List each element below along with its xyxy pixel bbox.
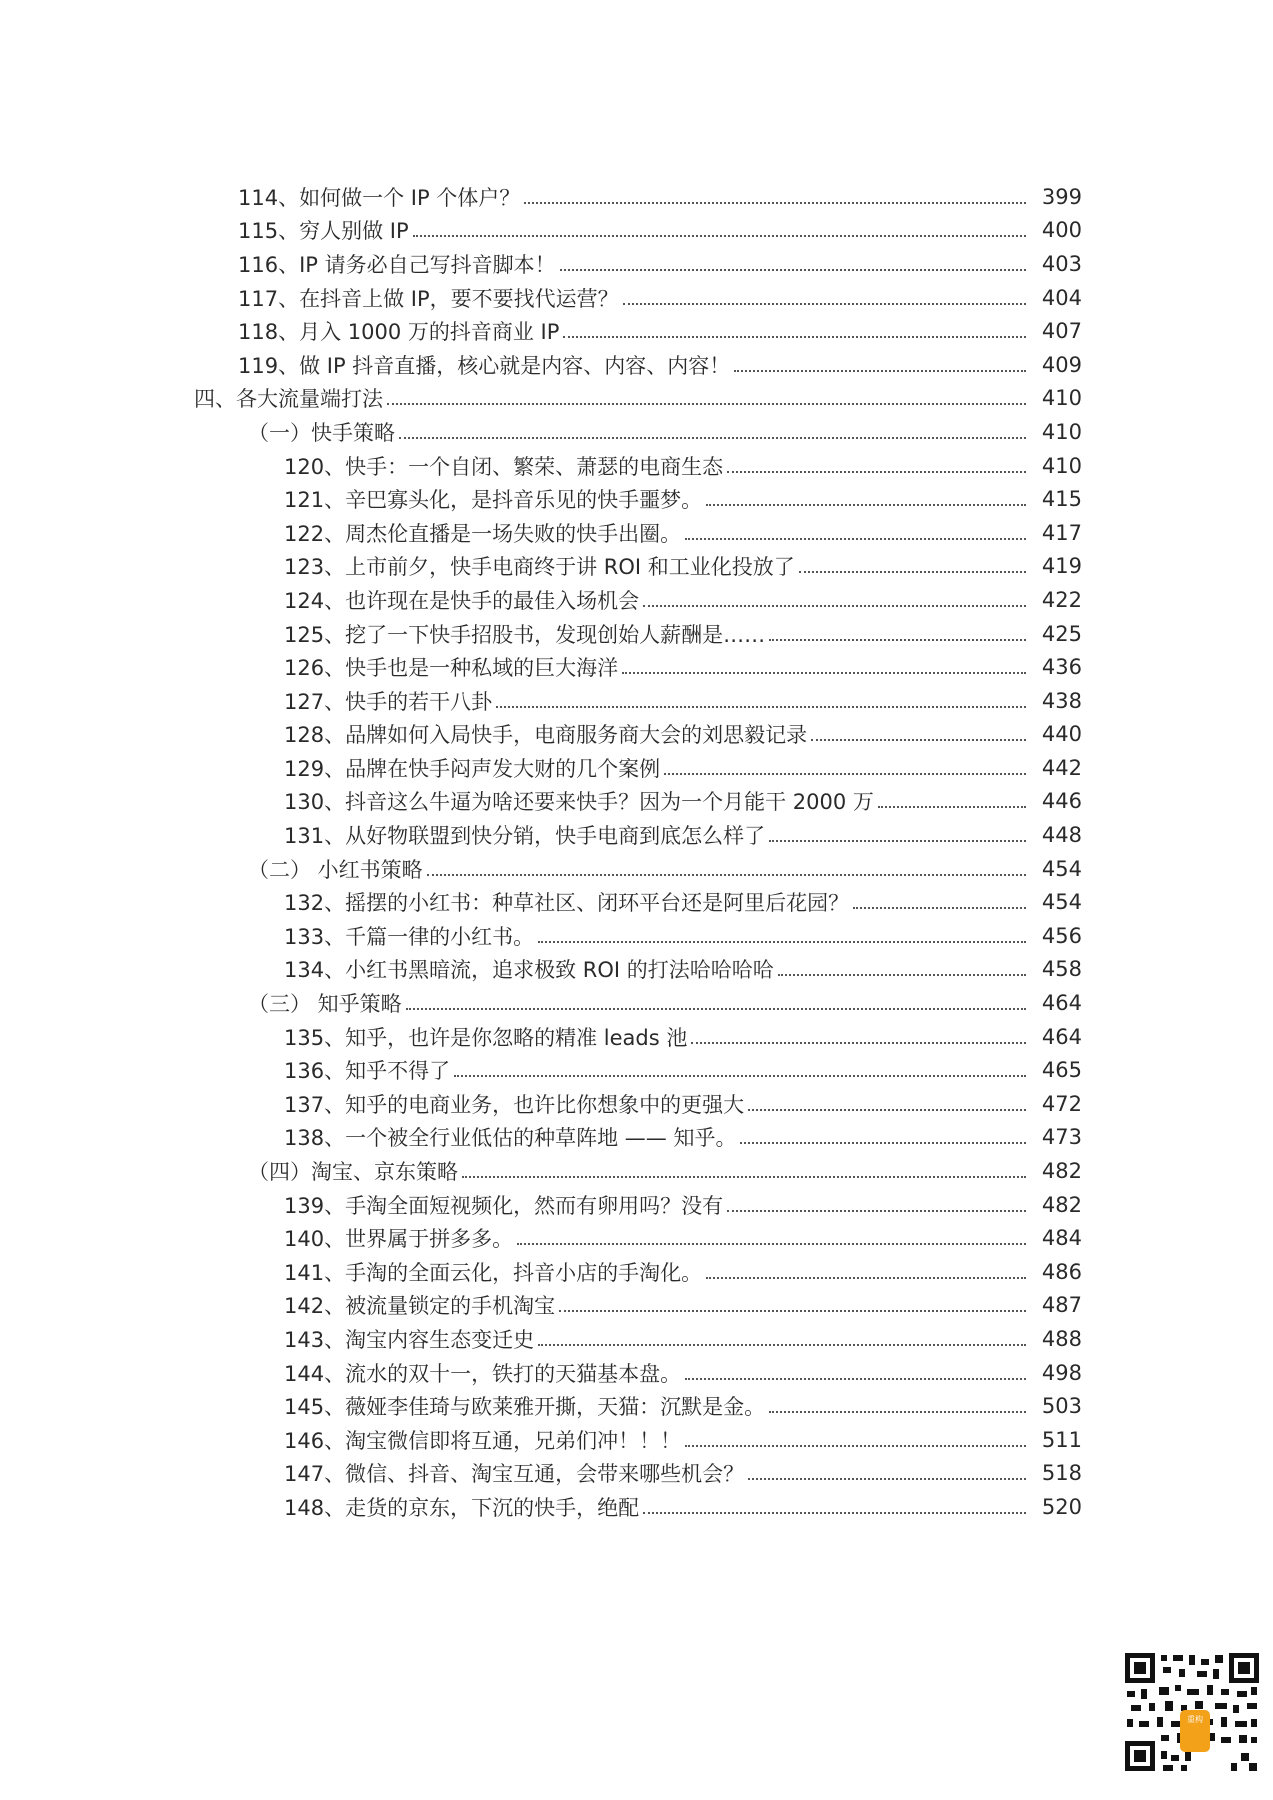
toc-entry[interactable] bbox=[0, 818, 1273, 852]
toc-entry-number: 140、 bbox=[284, 1227, 346, 1252]
dot-leader bbox=[563, 336, 1026, 338]
dot-leader bbox=[691, 1042, 1026, 1044]
toc-entry-number: 118、 bbox=[238, 320, 300, 345]
toc-entry-number: 121、 bbox=[284, 488, 346, 513]
toc-entry-title: 淘宝微信即将互通，兄弟们冲！！！ bbox=[345, 1428, 682, 1453]
toc-entry-number: 145、 bbox=[284, 1395, 346, 1420]
toc-entry-number: 134、 bbox=[284, 958, 346, 983]
dot-leader bbox=[748, 1109, 1026, 1111]
toc-entry[interactable] bbox=[0, 684, 1273, 718]
dot-leader bbox=[769, 639, 1026, 641]
toc-entry-title: 快手：一个自闭、繁荣、萧瑟的电商生态 bbox=[345, 454, 724, 479]
toc-entry-page: 409 bbox=[1041, 352, 1082, 377]
dot-leader bbox=[727, 1210, 1026, 1212]
toc-entry[interactable] bbox=[0, 516, 1273, 550]
dot-leader bbox=[462, 1176, 1026, 1178]
dot-leader bbox=[399, 437, 1026, 439]
toc-entry-number: 127、 bbox=[284, 689, 346, 714]
toc-entry-page: 486 bbox=[1041, 1259, 1082, 1284]
toc-entry-page: 448 bbox=[1041, 823, 1082, 848]
toc-entry-title: 知乎的电商业务，也许比你想象中的更强大 bbox=[345, 1092, 745, 1117]
toc-section[interactable] bbox=[0, 986, 1273, 1020]
table-of-contents bbox=[0, 180, 1273, 1524]
toc-entry-number: 133、 bbox=[284, 924, 346, 949]
toc-entry-title: 知乎，也许是你忽略的精准 leads 池 bbox=[345, 1025, 688, 1050]
toc-entry-page: 487 bbox=[1041, 1293, 1082, 1318]
toc-entry-number: 131、 bbox=[284, 824, 346, 849]
toc-entry[interactable] bbox=[0, 1389, 1273, 1423]
dot-leader bbox=[406, 1008, 1026, 1010]
toc-entry-title: 品牌在快手闷声发大财的几个案例 bbox=[345, 756, 661, 781]
toc-entry-number: 122、 bbox=[284, 521, 346, 546]
toc-entry-title: 如何做一个 IP 个体户？ bbox=[299, 185, 521, 210]
toc-section[interactable] bbox=[0, 415, 1273, 449]
toc-entry-number: 114、 bbox=[238, 185, 300, 210]
toc-entry-page: 446 bbox=[1041, 789, 1082, 814]
toc-entry-page: 498 bbox=[1041, 1360, 1082, 1385]
toc-entry-number: 142、 bbox=[284, 1294, 346, 1319]
toc-entry-title: 被流量锁定的手机淘宝 bbox=[345, 1294, 556, 1319]
dot-leader bbox=[799, 571, 1026, 573]
toc-entry[interactable] bbox=[0, 1490, 1273, 1524]
toc-entry[interactable] bbox=[0, 718, 1273, 752]
toc-entry-number: 四、 bbox=[194, 387, 236, 412]
dot-leader bbox=[427, 874, 1026, 876]
toc-entry-page: 425 bbox=[1041, 621, 1082, 646]
toc-entry-title: 各大流量端打法 bbox=[236, 387, 383, 412]
toc-entry-number: 117、 bbox=[238, 286, 300, 311]
toc-entry-number: （一） bbox=[248, 420, 311, 445]
toc-entry-page: 407 bbox=[1041, 319, 1082, 344]
toc-entry-number: 126、 bbox=[284, 656, 346, 681]
toc-entry-page: 440 bbox=[1041, 722, 1082, 747]
dot-leader bbox=[740, 1142, 1026, 1144]
toc-entry[interactable] bbox=[0, 1255, 1273, 1289]
qr-badge: 重构 bbox=[1180, 1710, 1210, 1752]
toc-entry-page: 464 bbox=[1041, 1024, 1082, 1049]
toc-entry[interactable] bbox=[0, 1020, 1273, 1054]
toc-section[interactable] bbox=[0, 1154, 1273, 1188]
dot-leader bbox=[685, 1445, 1026, 1447]
toc-entry[interactable] bbox=[0, 953, 1273, 987]
toc-entry-title: 从好物联盟到快分销，快手电商到底怎么样了 bbox=[345, 824, 766, 849]
toc-entry-title: 上市前夕，快手电商终于讲 ROI 和工业化投放了 bbox=[345, 555, 795, 580]
dot-leader bbox=[524, 202, 1026, 204]
toc-entry[interactable] bbox=[0, 314, 1273, 348]
toc-entry-page: 464 bbox=[1041, 991, 1082, 1016]
toc-entry-title: 快手策略 bbox=[311, 420, 395, 445]
toc-entry-page: 458 bbox=[1041, 957, 1082, 982]
toc-entry-title: 快手的若干八卦 bbox=[345, 689, 493, 714]
toc-entry[interactable] bbox=[0, 482, 1273, 516]
toc-entry[interactable] bbox=[0, 1356, 1273, 1390]
toc-entry[interactable] bbox=[0, 885, 1273, 919]
toc-entry-title: 周杰伦直播是一场失败的快手出圈。 bbox=[345, 521, 682, 546]
toc-entry-number: 144、 bbox=[284, 1361, 346, 1386]
toc-entry-number: 119、 bbox=[238, 353, 300, 378]
toc-entry-number: 136、 bbox=[284, 1059, 346, 1084]
toc-entry-title: 小红书黑暗流，追求极致 ROI 的打法哈哈哈哈 bbox=[345, 958, 774, 983]
dot-leader bbox=[623, 303, 1026, 305]
toc-entry-title: 小红书策略 bbox=[311, 857, 423, 882]
toc-entry[interactable] bbox=[0, 214, 1273, 248]
toc-entry-title: 也许现在是快手的最佳入场机会 bbox=[345, 588, 640, 613]
toc-entry-number: 143、 bbox=[284, 1327, 346, 1352]
toc-entry-page: 404 bbox=[1041, 285, 1082, 310]
dot-leader bbox=[685, 538, 1026, 540]
dot-leader bbox=[538, 1344, 1026, 1346]
toc-entry[interactable] bbox=[0, 1053, 1273, 1087]
dot-leader bbox=[769, 1411, 1026, 1413]
toc-entry-page: 472 bbox=[1041, 1091, 1082, 1116]
toc-entry-number: 115、 bbox=[238, 219, 300, 244]
toc-entry-page: 484 bbox=[1041, 1226, 1082, 1251]
dot-leader bbox=[706, 1277, 1026, 1279]
toc-entry-page: 511 bbox=[1041, 1427, 1082, 1452]
toc-entry-title: 世界属于拼多多。 bbox=[345, 1227, 514, 1252]
dot-leader bbox=[664, 773, 1026, 775]
toc-entry[interactable] bbox=[0, 180, 1273, 214]
toc-entry-number: （二） bbox=[248, 857, 311, 882]
toc-entry[interactable] bbox=[0, 617, 1273, 651]
toc-entry[interactable] bbox=[0, 1188, 1273, 1222]
toc-entry-title: 做 IP 抖音直播，核心就是内容、内容、内容！ bbox=[299, 353, 731, 378]
toc-entry[interactable] bbox=[0, 785, 1273, 819]
toc-entry-number: 130、 bbox=[284, 790, 346, 815]
dot-leader bbox=[685, 1378, 1026, 1380]
toc-entry-number: （四） bbox=[248, 1160, 311, 1185]
toc-entry-page: 442 bbox=[1041, 755, 1082, 780]
toc-entry-page: 473 bbox=[1041, 1125, 1082, 1150]
toc-entry-title: 薇娅李佳琦与欧莱雅开撕，天猫：沉默是金。 bbox=[345, 1395, 766, 1420]
dot-leader bbox=[853, 907, 1026, 909]
toc-entry-number: 132、 bbox=[284, 891, 346, 916]
toc-entry[interactable] bbox=[0, 550, 1273, 584]
toc-entry-title: 流水的双十一，铁打的天猫基本盘。 bbox=[345, 1361, 682, 1386]
toc-section[interactable] bbox=[0, 852, 1273, 886]
toc-entry[interactable] bbox=[0, 449, 1273, 483]
toc-entry[interactable] bbox=[0, 1457, 1273, 1491]
dot-leader bbox=[538, 941, 1026, 943]
toc-entry-page: 438 bbox=[1041, 688, 1082, 713]
toc-entry-title: 穷人别做 IP bbox=[299, 219, 409, 244]
toc-entry[interactable] bbox=[0, 1087, 1273, 1121]
dot-leader bbox=[643, 1512, 1026, 1514]
toc-entry-title: 抖音这么牛逼为啥还要来快手？因为一个月能干 2000 万 bbox=[345, 790, 874, 815]
toc-entry-title: 在抖音上做 IP，要不要找代运营？ bbox=[299, 286, 619, 311]
dot-leader bbox=[769, 840, 1026, 842]
toc-entry-number: 135、 bbox=[284, 1025, 346, 1050]
toc-entry-title: 摇摆的小红书：种草社区、闭环平台还是阿里后花园？ bbox=[345, 891, 850, 916]
dot-leader bbox=[496, 706, 1026, 708]
toc-entry-number: 116、 bbox=[238, 252, 300, 277]
dot-leader bbox=[778, 974, 1026, 976]
toc-entry[interactable] bbox=[0, 1221, 1273, 1255]
toc-entry-number: 125、 bbox=[284, 622, 346, 647]
dot-leader bbox=[734, 370, 1026, 372]
toc-entry-page: 488 bbox=[1041, 1326, 1082, 1351]
toc-entry-page: 419 bbox=[1041, 554, 1082, 579]
dot-leader bbox=[413, 235, 1026, 237]
toc-entry-number: 137、 bbox=[284, 1092, 346, 1117]
toc-entry-title: 走货的京东，下沉的快手，绝配 bbox=[345, 1495, 640, 1520]
dot-leader bbox=[748, 1478, 1026, 1480]
toc-entry[interactable] bbox=[0, 1322, 1273, 1356]
dot-leader bbox=[454, 1075, 1026, 1077]
toc-entry-title: 辛巴寡头化，是抖音乐见的快手噩梦。 bbox=[345, 488, 703, 513]
toc-entry-page: 518 bbox=[1041, 1461, 1082, 1486]
dot-leader bbox=[706, 504, 1026, 506]
toc-entry-page: 465 bbox=[1041, 1058, 1082, 1083]
toc-entry-title: 手淘全面短视频化，然而有卵用吗？没有 bbox=[345, 1193, 724, 1218]
toc-entry-title: 月入 1000 万的抖音商业 IP bbox=[299, 320, 560, 345]
toc-entry-page: 417 bbox=[1041, 520, 1082, 545]
toc-entry-title: 一个被全行业低估的种草阵地 —— 知乎。 bbox=[345, 1126, 737, 1151]
toc-entry-title: 快手也是一种私域的巨大海洋 bbox=[345, 656, 619, 681]
toc-entry-page: 520 bbox=[1041, 1494, 1082, 1519]
toc-entry-number: 138、 bbox=[284, 1126, 346, 1151]
dot-leader bbox=[811, 739, 1026, 741]
toc-entry[interactable] bbox=[0, 348, 1273, 382]
toc-entry-title: 淘宝内容生态变迁史 bbox=[345, 1327, 535, 1352]
toc-entry[interactable] bbox=[0, 1121, 1273, 1155]
toc-entry-number: 147、 bbox=[284, 1462, 346, 1487]
toc-entry-number: 129、 bbox=[284, 756, 346, 781]
toc-entry[interactable] bbox=[0, 583, 1273, 617]
toc-entry[interactable] bbox=[0, 1423, 1273, 1457]
toc-entry-page: 436 bbox=[1041, 655, 1082, 680]
toc-entry-title: 微信、抖音、淘宝互通，会带来哪些机会？ bbox=[345, 1462, 745, 1487]
toc-entry-page: 422 bbox=[1041, 587, 1082, 612]
toc-entry-number: 141、 bbox=[284, 1260, 346, 1285]
toc-entry[interactable] bbox=[0, 1289, 1273, 1323]
toc-entry-page: 482 bbox=[1041, 1192, 1082, 1217]
toc-entry-title: 知乎策略 bbox=[311, 992, 402, 1017]
toc-entry-number: 120、 bbox=[284, 454, 346, 479]
dot-leader bbox=[560, 269, 1026, 271]
toc-entry-number: （三） bbox=[248, 992, 311, 1017]
toc-entry-title: 手淘的全面云化，抖音小店的手淘化。 bbox=[345, 1260, 703, 1285]
dot-leader bbox=[517, 1243, 1026, 1245]
toc-entry[interactable] bbox=[0, 650, 1273, 684]
toc-entry-page: 399 bbox=[1041, 184, 1082, 209]
toc-entry-page: 410 bbox=[1041, 453, 1082, 478]
toc-entry-number: 123、 bbox=[284, 555, 346, 580]
toc-entry-page: 415 bbox=[1041, 487, 1082, 512]
toc-entry-title: 淘宝、京东策略 bbox=[311, 1160, 458, 1185]
toc-entry-page: 410 bbox=[1041, 386, 1082, 411]
dot-leader bbox=[643, 605, 1026, 607]
toc-entry-title: 知乎不得了 bbox=[345, 1059, 451, 1084]
toc-entry-page: 482 bbox=[1041, 1159, 1082, 1184]
dot-leader bbox=[622, 672, 1026, 674]
dot-leader bbox=[727, 471, 1026, 473]
toc-chapter[interactable] bbox=[0, 382, 1273, 416]
toc-entry-number: 148、 bbox=[284, 1495, 346, 1520]
dot-leader bbox=[878, 806, 1026, 808]
toc-entry-title: 品牌如何入局快手，电商服务商大会的刘思毅记录 bbox=[345, 723, 808, 748]
toc-entry[interactable] bbox=[0, 281, 1273, 315]
toc-entry-title: 挖了一下快手招股书，发现创始人薪酬是…… bbox=[345, 622, 766, 647]
toc-entry[interactable] bbox=[0, 751, 1273, 785]
toc-entry-number: 139、 bbox=[284, 1193, 346, 1218]
toc-entry[interactable] bbox=[0, 247, 1273, 281]
toc-entry-page: 400 bbox=[1041, 218, 1082, 243]
toc-entry-number: 124、 bbox=[284, 588, 346, 613]
dot-leader bbox=[387, 403, 1026, 405]
toc-entry-page: 503 bbox=[1041, 1394, 1082, 1419]
toc-entry-number: 146、 bbox=[284, 1428, 346, 1453]
toc-entry-title: IP 请务必自己写抖音脚本！ bbox=[299, 252, 556, 277]
toc-entry-page: 410 bbox=[1041, 419, 1082, 444]
toc-entry-page: 403 bbox=[1041, 251, 1082, 276]
toc-entry-page: 456 bbox=[1041, 923, 1082, 948]
toc-entry-page: 454 bbox=[1041, 856, 1082, 881]
toc-entry-number: 128、 bbox=[284, 723, 346, 748]
toc-entry[interactable] bbox=[0, 919, 1273, 953]
toc-entry-page: 454 bbox=[1041, 890, 1082, 915]
toc-entry-title: 千篇一律的小红书。 bbox=[345, 924, 535, 949]
dot-leader bbox=[559, 1310, 1026, 1312]
